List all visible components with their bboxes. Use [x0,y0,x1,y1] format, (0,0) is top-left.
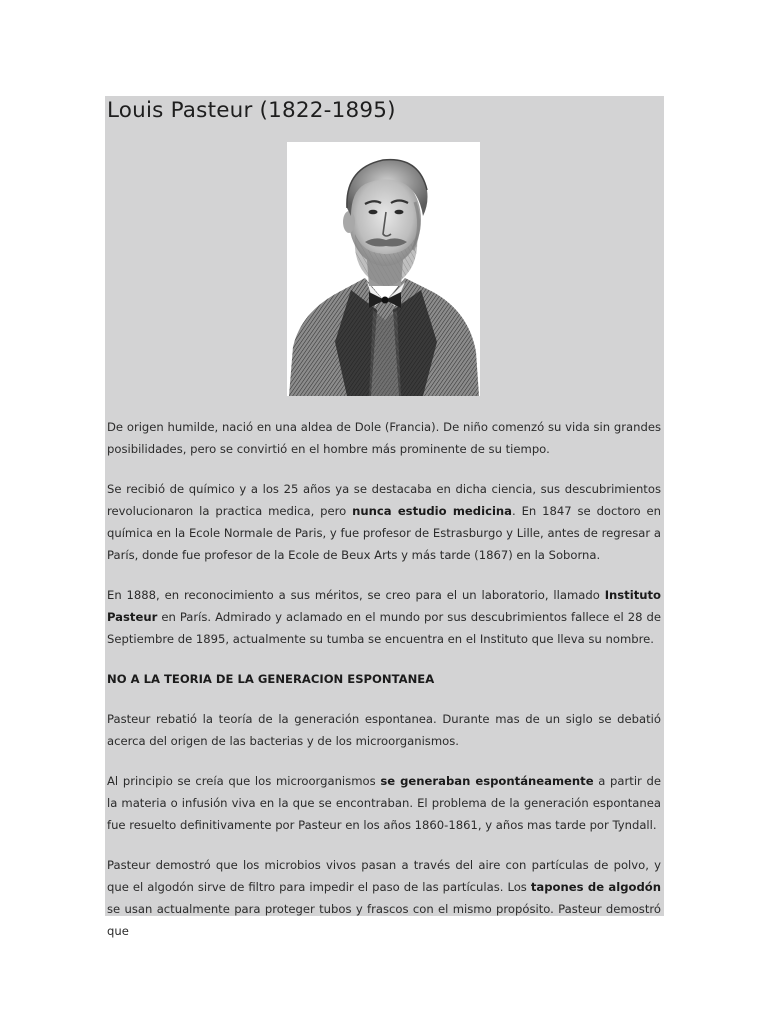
text-segment: . En 1847 se doctoro en química en la Ecole Normale de Paris, y fue profesor de Estrasburgo y Lille, antes de regresar a París, donde fue profesor de la Ecole de Beux Arts y más tarde (1867) en la Soborna. [107,504,662,562]
bold-tapones-de-algodon: tapones de algodón [530,880,662,894]
paragraph-institute [107,584,661,650]
portrait-image [287,142,480,396]
article-body [107,416,661,960]
paragraph-microbes [107,854,661,942]
section-heading: NO A LA TEORIA DE LA GENERACION ESPONTANEA [107,672,435,686]
text-segment: a partir de la materia o infusión viva en la que se encontraban. El problema de la generación espontanea fue resuelto definitivamente por Pasteur en los años 1860-1861, y años mas tarde por Tyndall. [107,774,661,832]
document-page [105,96,664,938]
paragraph-origin: De origen humilde, nació en una aldea de Dole (Francia). De niño comenzó su vida sin grandes posibilidades, pero se convirtió en el hombre más prominente de su tiempo. [107,420,661,456]
paragraph-rebuttal: Pasteur rebatió la teoría de la generación espontanea. Durante mas de un siglo se debatió acerca del origen de las bacterias y de los microorganismos. [107,712,661,748]
paragraph-education [107,478,661,566]
portrait-engraving-icon [287,142,480,396]
bold-nunca-estudio-medicina: nunca estudio medicina [352,504,512,518]
bold-se-generaban: se generaban espontáneamente [380,774,594,788]
page-title: Louis Pasteur (1822-1895) [107,98,396,123]
paragraph-spontaneous [107,770,661,836]
text-segment: se usan actualmente para proteger tubos y frascos con el mismo propósito. Pasteur demostró que [107,902,661,938]
text-segment: Pasteur demostró que los microbios vivos pasan a través del aire con partículas de polvo, y que el algodón sirve de filtro para impedir el paso de las partículas. Los [107,858,661,894]
text-segment: Al principio se creía que los microorganismos [107,774,381,788]
text-segment: en París. Admirado y aclamado en el mundo por sus descubrimientos fallece el 28 de Septiembre de 1895, actualmente su tumba se encuentra en el Instituto que lleva su nombre. [107,610,661,646]
text-segment: Se recibió de químico y a los 25 años ya se destacaba en dicha ciencia, sus descubrimientos revolucionaron la practica medica, pero [107,482,661,518]
text-segment: En 1888, en reconocimiento a sus méritos, se creo para el un laboratorio, llamado [107,588,605,602]
bold-instituto-pasteur: Instituto Pasteur [107,588,661,624]
